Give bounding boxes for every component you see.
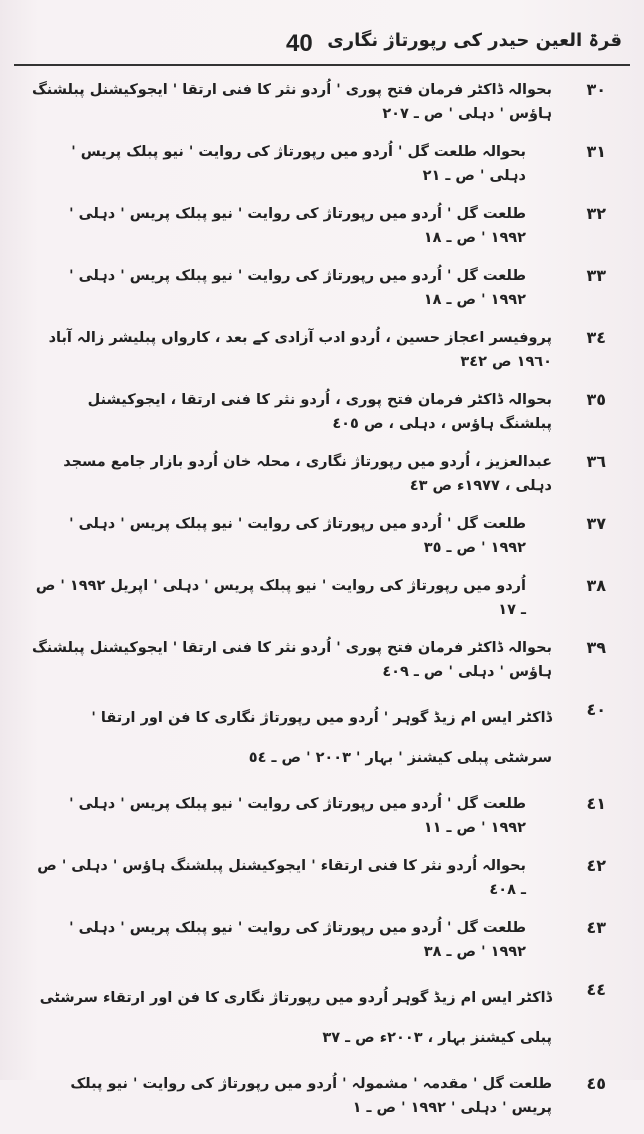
endnote-text: ڈاکٹر ایس ام زیڈ گوہر اُردو میں رپورتاژ نگاری کا فن اور ارتقاء سرشٹی پبلی کیشنز بہار ، ٢٠٠٣ء ص ـ ٣٧: [39, 990, 552, 1046]
endnote-text: بحوالہ ڈاکٹر فرمان فتح پوری ' اُردو نثر کا فنی ارتقا ' ایجوکیشنل پبلشنگ ہاؤس ' دہلی ' ص ـ ٤٠٩: [31, 640, 552, 680]
endnote: [30, 978, 606, 1058]
endnote-number: ٣٥: [586, 390, 606, 409]
endnote: [30, 450, 606, 498]
endnote-number: ٣٢: [586, 204, 606, 223]
endnote-text: طلعت گل ' اُردو میں رپورتاژ کی روایت ' نیو پبلک پریس ' دہلی ' ١٩٩٢ ' ص ـ ١١: [69, 796, 526, 836]
endnote-text: ڈاکٹر ایس ام زیڈ گوہر ' اُردو میں رپورتاژ نگاری کا فن اور ارتقا ' سرشٹی پبلی کیشنز ' بہار ' ٢٠٠٣ ' ص ـ ٥٤: [91, 710, 552, 766]
endnote-text: طلعت گل ' اُردو میں رپورتاژ کی روایت ' نیو پبلک پریس ' دہلی ' ١٩٩٢ ' ص ـ ٣٨: [69, 920, 526, 960]
endnote-text: پروفیسر اعجاز حسین ، اُردو ادب آزادی کے بعد ، کارواں پبلیشر زالہ آباد ١٩٦٠ ص ٣٤٢: [48, 330, 552, 370]
endnote-number: ٤٠: [586, 700, 606, 719]
endnote: [30, 916, 606, 964]
endnote-text: بحوالہ اُردو نثر کا فنی ارتقاء ' ایجوکیشنل پبلشنگ ہاؤس ' دہلی ' ص ـ ٤٠٨: [37, 858, 526, 898]
endnotes-list: [30, 78, 606, 1134]
endnote-number: ٤١: [586, 794, 606, 813]
endnote-number: ٣٠: [586, 80, 606, 99]
endnote-number: ٣١: [586, 142, 606, 161]
endnote-text: عبدالعزیز ، اُردو میں رپورتاژ نگاری ، محلہ خان اُردو بازار جامع مسجد دہلی ، ١٩٧٧ء ص ٤٣: [63, 454, 552, 494]
endnote-text: طلعت گل ' اُردو میں رپورتاژ کی روایت ' نیو پبلک پریس ' دہلی ' ١٩٩٢ ' ص ـ ١٨: [69, 268, 526, 308]
endnote: [30, 574, 606, 622]
endnote-number: ٣٩: [586, 638, 606, 657]
page-header: [14, 26, 630, 66]
endnote: [30, 792, 606, 840]
endnote: [30, 698, 606, 778]
page-number: 40: [286, 30, 313, 57]
header-rule: [14, 64, 630, 66]
endnote-number: ٤٥: [586, 1074, 606, 1093]
endnote-text: بحوالہ ڈاکٹر فرمان فتح پوری ' اُردو نثر کا فنی ارتقا ' ایجوکیشنل پبلشنگ ہاؤس ' دہلی ' ص ـ ٢٠٧: [31, 82, 552, 122]
endnote-text: طلعت گل ' اُردو میں رپورتاژ کی روایت ' نیو پبلک پریس ' دہلی ' ١٩٩٢ ' ص ـ ٣٥: [69, 516, 526, 556]
endnote: [30, 512, 606, 560]
endnote: [30, 326, 606, 374]
endnote-number: ٣٤: [586, 328, 606, 347]
endnote: [30, 1072, 606, 1120]
endnote: [30, 264, 606, 312]
endnote-number: ٣٨: [586, 576, 606, 595]
endnote-text: بحوالہ ڈاکٹر فرمان فتح پوری ، اُردو نثر کا فنی ارتقا ، ایجوکیشنل پبلشنگ ہاؤس ، دہلی ، ص ٤٠٥: [87, 392, 552, 432]
endnote: [30, 854, 606, 902]
endnote-number: ٤٤: [586, 980, 606, 999]
endnote: [30, 388, 606, 436]
endnote-number: ٣٣: [586, 266, 606, 285]
endnote-text: طلعت گل ' مقدمہ ' مشمولہ ' اُردو میں رپورتاژ کی روایت ' نیو پبلک پریس ' دہلی ' ١٩٩٢ ' ص ـ ١: [70, 1076, 552, 1116]
endnote-text: بحوالہ طلعت گل ' اُردو میں رپورتاژ کی روایت ' نیو پبلک پریس ' دہلی ' ص ـ ٢١: [71, 144, 526, 184]
endnote: [30, 636, 606, 684]
endnote-number: ٣٧: [586, 514, 606, 533]
endnote: [30, 78, 606, 126]
endnote-number: ٤٣: [586, 918, 606, 937]
endnote: [30, 202, 606, 250]
endnote-text: اُردو میں رپورتاژ کی روایت ' نیو پبلک پریس ' دہلی ' اپریل ١٩٩٢ ' ص ـ ١٧: [35, 578, 526, 618]
endnote-number: ٣٦: [586, 452, 606, 471]
endnote-number: ٤٢: [586, 856, 606, 875]
running-title: قرۃ العین حیدر کی رپورتاژ نگاری: [327, 30, 622, 51]
endnote: [30, 140, 606, 188]
endnote-text: طلعت گل ' اُردو میں رپورتاژ کی روایت ' نیو پبلک پریس ' دہلی ' ١٩٩٢ ' ص ـ ١٨: [69, 206, 526, 246]
